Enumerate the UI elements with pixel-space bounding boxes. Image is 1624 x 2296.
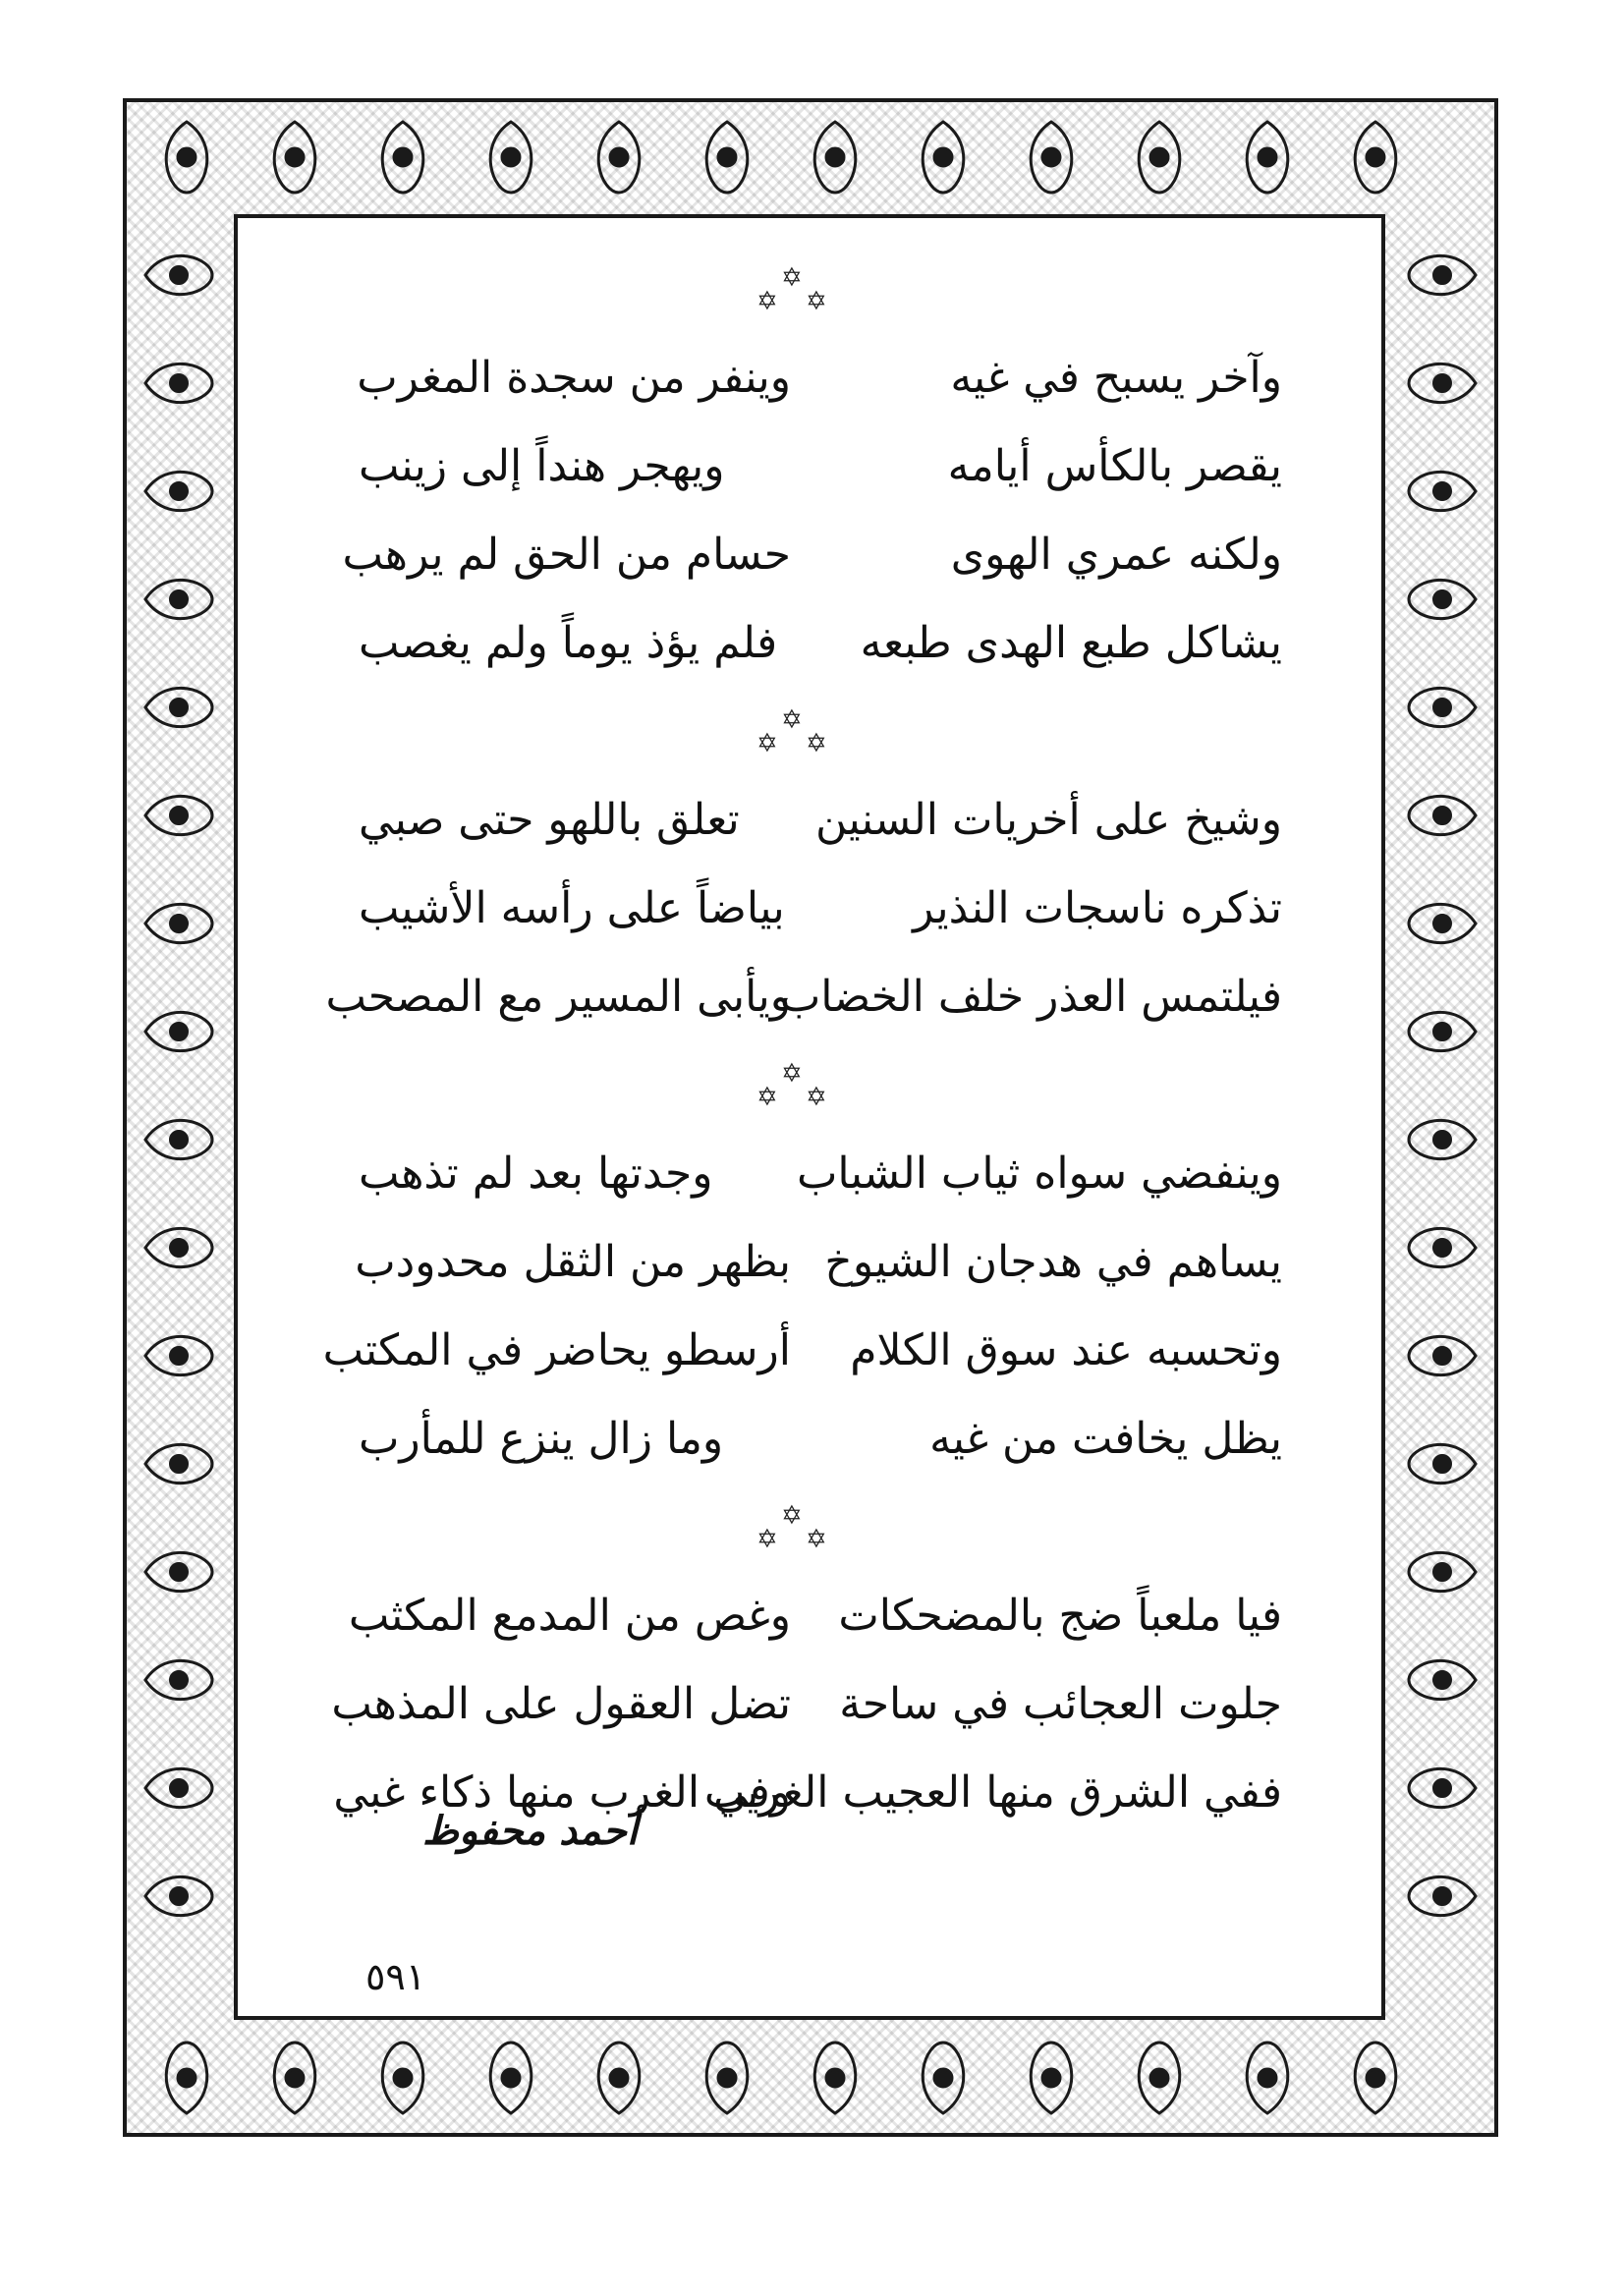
first-hemistich: وتحسبه عند سوق الكلام [850, 1325, 1282, 1375]
second-hemistich: وجدتها بعد لم تذهب [359, 1148, 713, 1199]
star-icon: ✡ [756, 729, 778, 758]
verse [355, 1218, 1282, 1307]
poem [322, 246, 1282, 1837]
verse [342, 511, 1282, 599]
first-hemistich: وآخر يسبح في غيه [950, 353, 1282, 403]
second-hemistich: أرسطو يحاضر في المكتب [322, 1325, 791, 1375]
first-hemistich: تذكره ناسجات النذير [913, 883, 1282, 933]
verse [359, 599, 1282, 688]
verse [348, 1572, 1282, 1660]
stanza [342, 334, 1282, 688]
star-icon: ✡ [781, 263, 803, 293]
star-icon: ✡ [781, 1059, 803, 1089]
first-hemistich: فيلتمس العذر خلف الخضاب [779, 972, 1282, 1022]
first-hemistich: يساهم في هدجان الشيوخ [824, 1237, 1282, 1287]
second-hemistich: حسام من الحق لم يرهب [342, 530, 791, 580]
stanza-separator-0 [359, 246, 1282, 334]
first-hemistich: يشاكل طبع الهدى طبعه [860, 618, 1282, 668]
second-hemistich: فلم يؤذ يوماً ولم يغصب [359, 618, 778, 668]
verse [359, 422, 1282, 511]
first-hemistich: يظل يخافت من غيه [929, 1414, 1282, 1464]
second-hemistich: وفي الغرب منها ذكاء غبي [333, 1767, 791, 1818]
verse [325, 953, 1282, 1041]
verse [359, 865, 1282, 953]
first-hemistich: يقصر بالكأس أيامه [947, 441, 1282, 491]
first-hemistich: جلوت العجائب في ساحة [839, 1679, 1282, 1729]
stanza [322, 1130, 1282, 1484]
stanza [331, 1572, 1282, 1837]
star-icon: ✡ [806, 1083, 827, 1112]
verse [359, 334, 1282, 422]
star-icon: ✡ [806, 287, 827, 316]
verse [359, 776, 1282, 865]
author-signature: أحمد محفوظ [422, 1808, 639, 1854]
second-hemistich: وما زال ينزع للمأرب [359, 1414, 724, 1464]
stanza-separator-3 [359, 1484, 1282, 1572]
second-hemistich: ويأبى المسير مع المصحب [325, 972, 791, 1022]
stanza [325, 776, 1282, 1041]
first-hemistich: ففي الشرق منها العجيب الغريب [703, 1767, 1282, 1818]
second-hemistich: بياضاً على رأسه الأشيب [359, 883, 785, 933]
star-icon: ✡ [756, 287, 778, 316]
verse [359, 1130, 1282, 1218]
second-hemistich: بظهر من الثقل محدودب [355, 1237, 791, 1287]
first-hemistich: فيا ملعباً ضج بالمضحكات [838, 1591, 1282, 1641]
first-hemistich: ولكنه عمري الهوى [950, 530, 1282, 580]
first-hemistich: وينفضي سواه ثياب الشباب [796, 1148, 1282, 1199]
star-icon: ✡ [781, 705, 803, 735]
page-number: ٥٩١ [365, 1955, 426, 1998]
second-hemistich: تضل العقول على المذهب [331, 1679, 791, 1729]
stanza-separator-2 [359, 1041, 1282, 1130]
second-hemistich: ويهجر هنداً إلى زينب [359, 441, 725, 491]
verse [359, 1395, 1282, 1484]
star-icon: ✡ [806, 729, 827, 758]
verse [322, 1307, 1282, 1395]
star-icon: ✡ [756, 1525, 778, 1554]
first-hemistich: وشيخ على أخريات السنين [815, 795, 1282, 845]
second-hemistich: تعلق باللهو حتى صبي [359, 795, 740, 845]
second-hemistich: وغص من المدمع المكثب [348, 1591, 791, 1641]
star-icon: ✡ [806, 1525, 827, 1554]
second-hemistich: وينفر من سجدة المغرب [357, 353, 791, 403]
star-icon: ✡ [756, 1083, 778, 1112]
verse [331, 1660, 1282, 1749]
star-icon: ✡ [781, 1501, 803, 1531]
stanza-separator-1 [359, 688, 1282, 776]
